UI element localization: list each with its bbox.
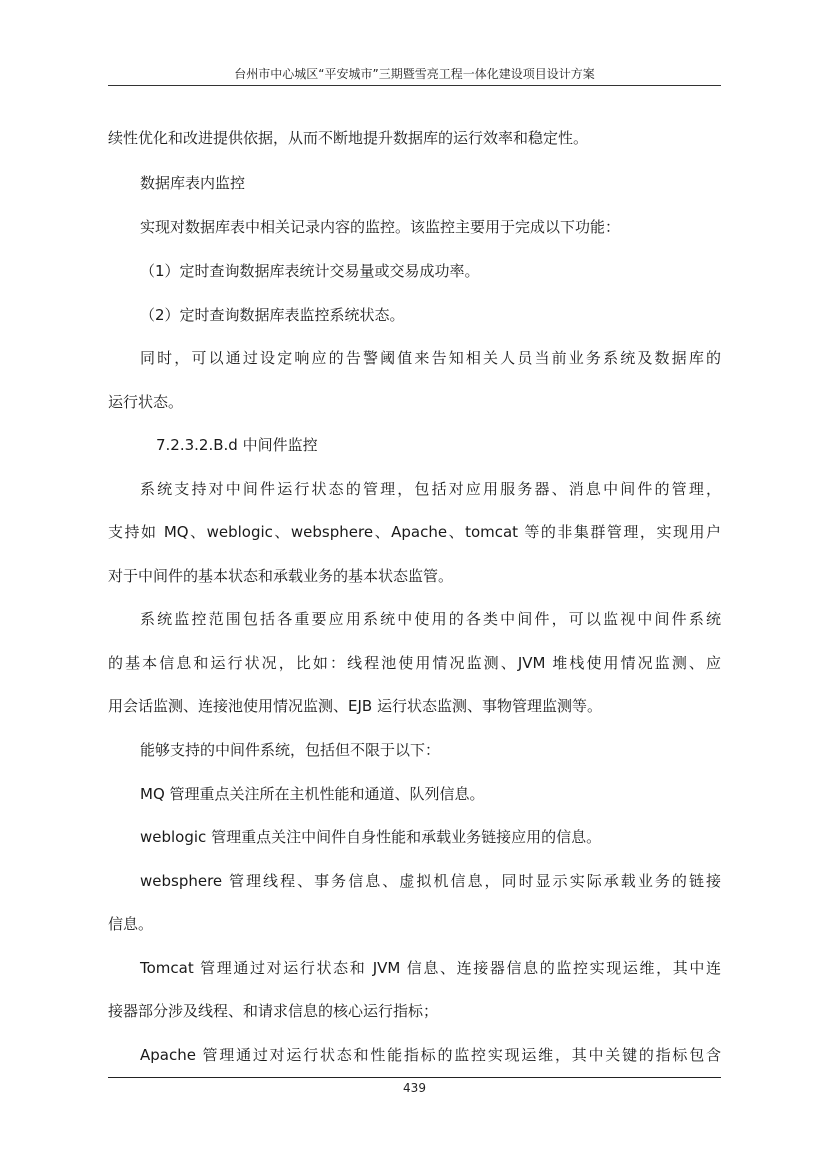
body-line: 对于中间件的基本状态和承载业务的基本状态监管。 (108, 567, 454, 585)
body-line: （2）定时查询数据库表监控系统状态。 (140, 306, 405, 324)
body-line: 数据库表内监控 (140, 174, 246, 192)
body-line: 能够支持的中间件系统，包括但不限于以下： (140, 741, 441, 759)
body-line: 接器部分涉及线程、和请求信息的核心运行指标； (108, 1002, 439, 1020)
body-line: 运行状态。 (108, 393, 184, 411)
body-line: Apache 管理通过对运行状态和性能指标的监控实现运维，其中关键的指标包含 (140, 1046, 721, 1064)
footer-rule (108, 1077, 721, 1078)
body-line: 实现对数据库表中相关记录内容的监控。该监控主要用于完成以下功能： (140, 218, 621, 236)
body-line: MQ 管理重点关注所在主机性能和通道、队列信息。 (140, 785, 485, 803)
header-rule (108, 85, 721, 86)
body-line: （1）定时查询数据库表统计交易量或交易成功率。 (140, 262, 480, 280)
body-line: 信息。 (108, 915, 154, 933)
body-line: websphere 管理线程、事务信息、虚拟机信息，同时显示实际承载业务的链接 (140, 872, 721, 890)
section-heading: 7.2.3.2.B.d 中间件监控 (156, 436, 318, 454)
body-line: 系统监控范围包括各重要应用系统中使用的各类中间件，可以监视中间件系统 (140, 610, 721, 628)
body-line: 用会话监测、连接池使用情况监测、EJB 运行状态监测、事物管理监测等。 (108, 697, 602, 715)
page-number: 439 (403, 1081, 426, 1095)
body-line: 同时，可以通过设定响应的告警阈值来告知相关人员当前业务系统及数据库的 (140, 349, 721, 367)
body-line: 支持如 MQ、weblogic、websphere、Apache、tomcat 等的非集群管理，实现用户 (108, 523, 721, 541)
body-line: 的基本信息和运行状况，比如：线程池使用情况监测、JVM 堆栈使用情况监测、应 (108, 654, 721, 672)
running-header: 台州市中心城区“平安城市”三期暨雪亮工程一体化建设项目设计方案 (234, 67, 595, 81)
body-line: Tomcat 管理通过对运行状态和 JVM 信息、连接器信息的监控实现运维，其中连 (140, 959, 721, 977)
body-line: 续性优化和改进提供依据，从而不断地提升数据库的运行效率和稳定性。 (108, 129, 589, 147)
body-line: 系统支持对中间件运行状态的管理，包括对应用服务器、消息中间件的管理， (140, 480, 721, 498)
body-line: weblogic 管理重点关注中间件自身性能和承载业务链接应用的信息。 (140, 828, 602, 846)
